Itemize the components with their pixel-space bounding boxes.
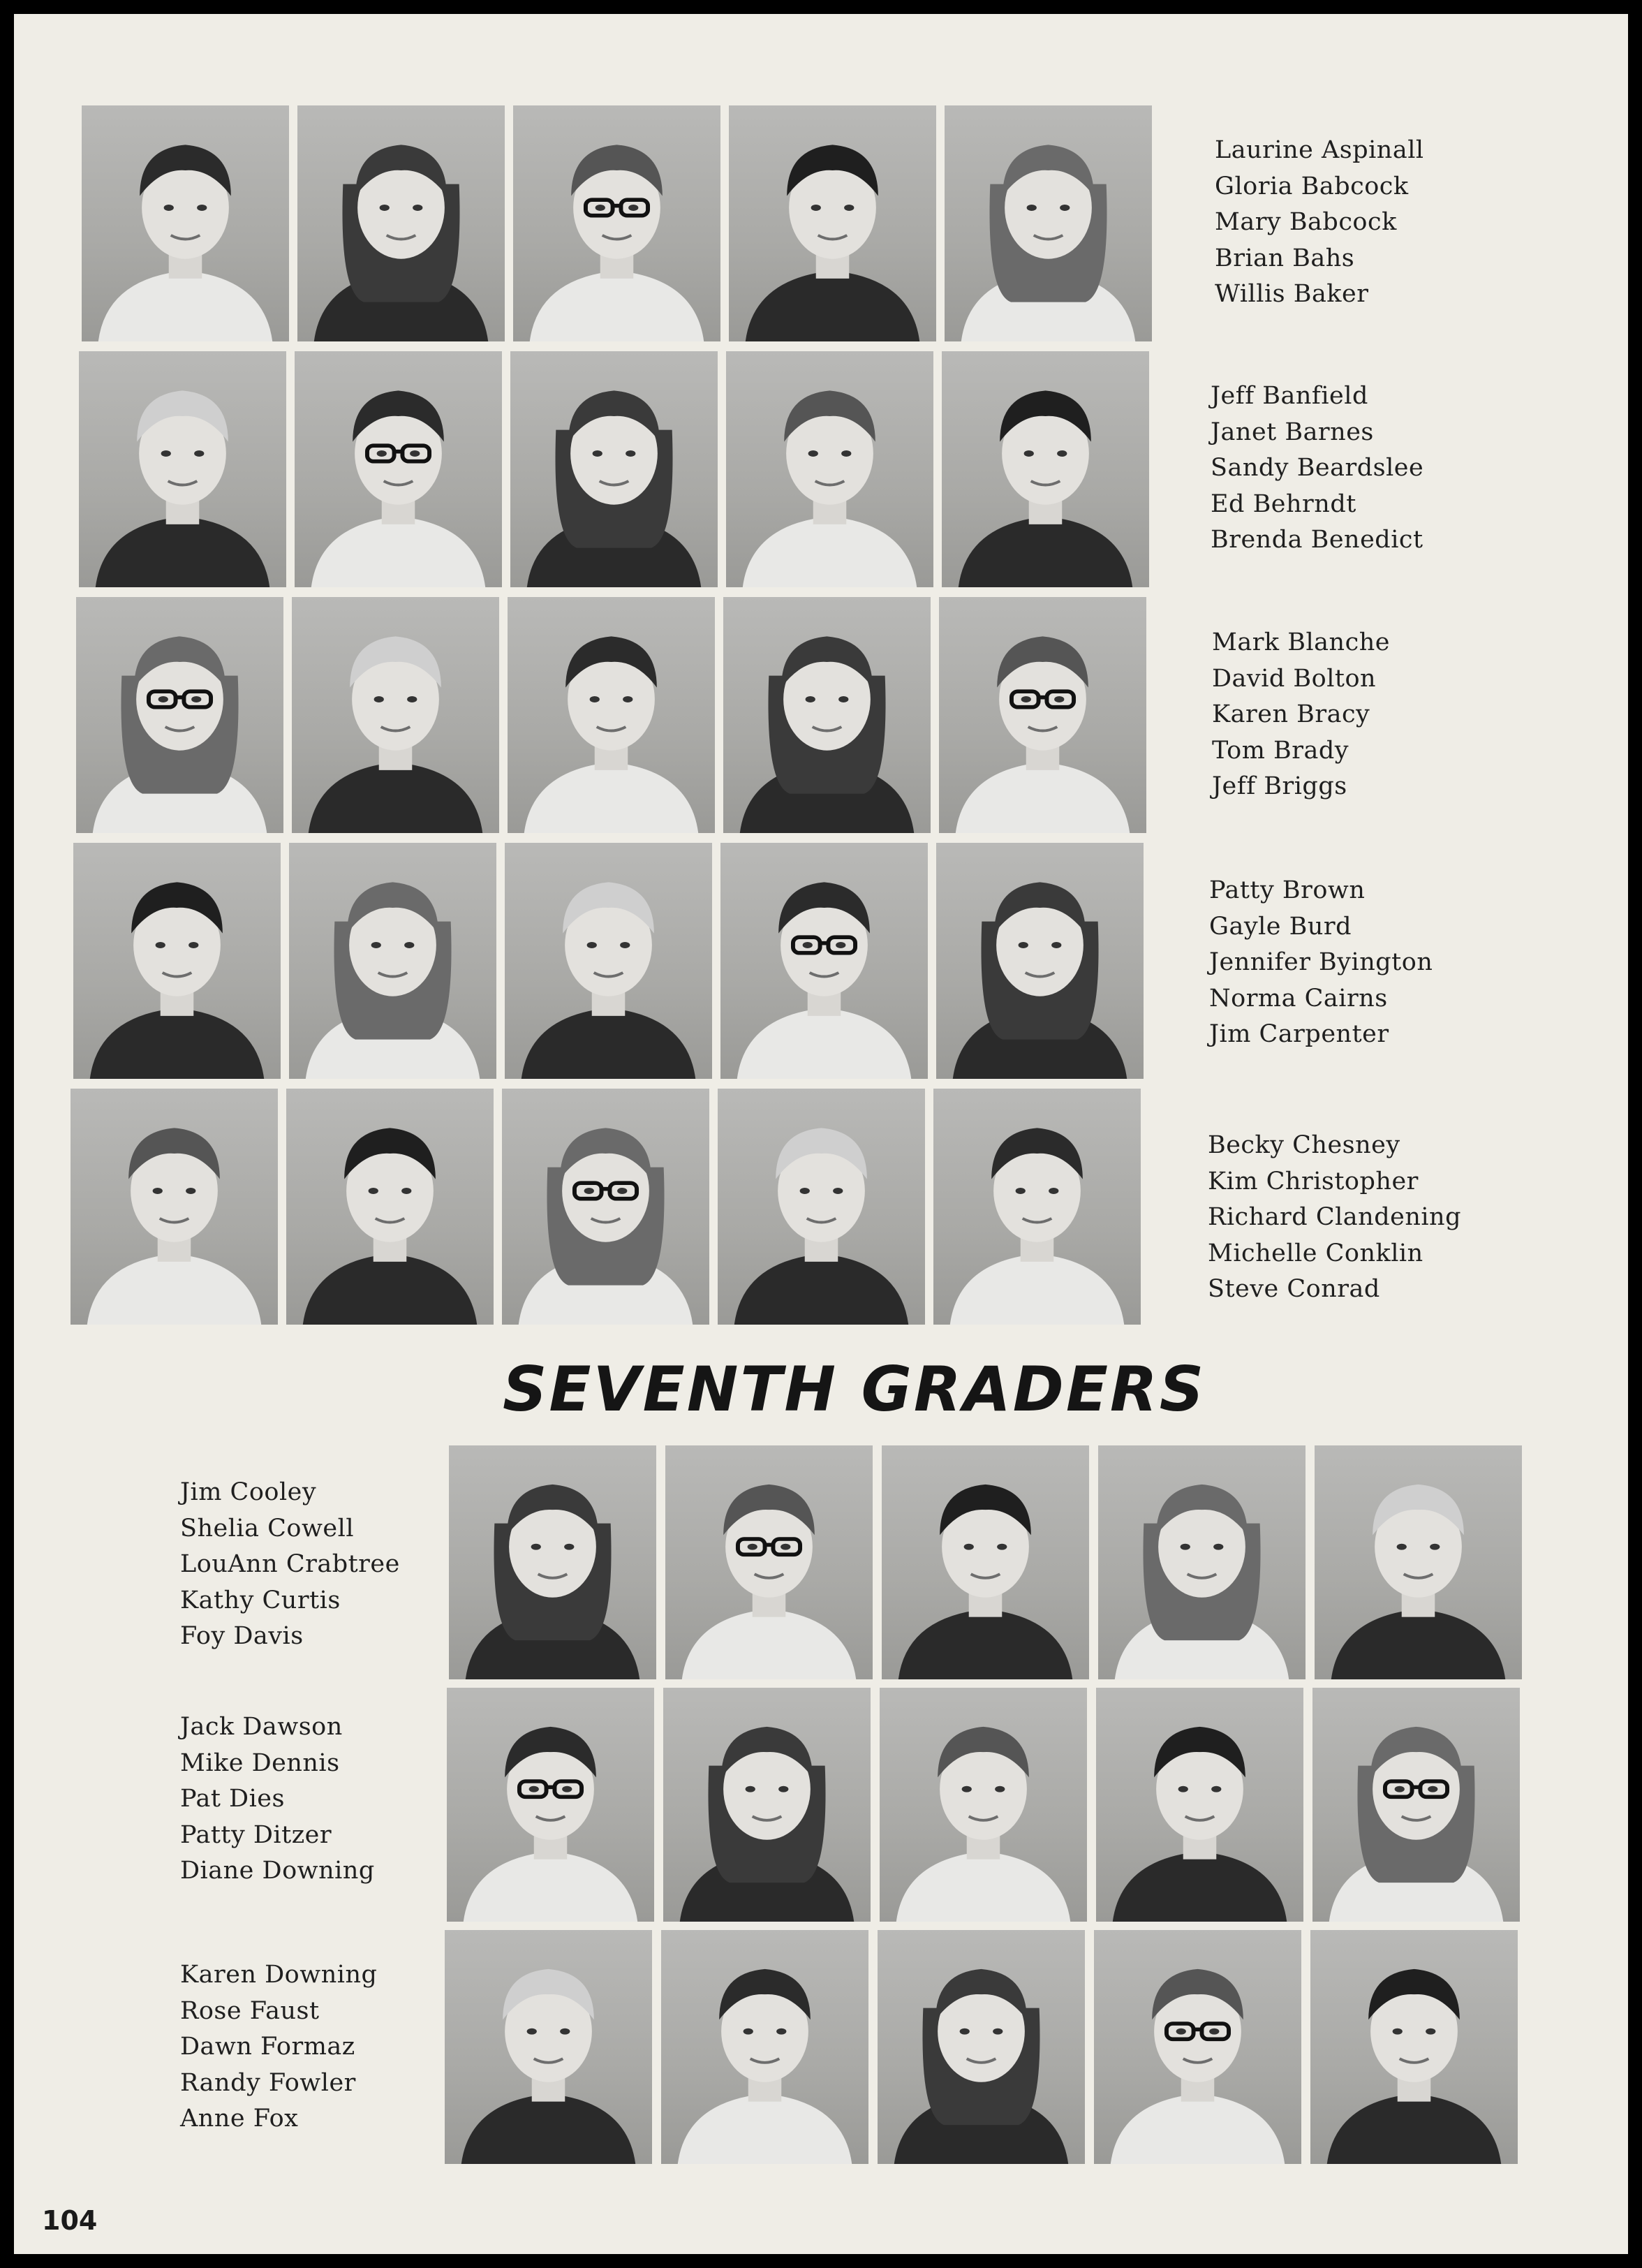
name-list-row-5	[1208, 1128, 1461, 1308]
student-name: Brian Bahs	[1215, 244, 1355, 272]
student-photo	[510, 351, 718, 587]
student-name: Patty Ditzer	[180, 1820, 332, 1849]
student-name: Richard Clandening	[1208, 1203, 1461, 1231]
name-list-row-3	[1212, 625, 1390, 805]
student-name: Dawn Formaz	[180, 2033, 355, 2061]
student-photo	[661, 1930, 868, 2164]
student-photo	[1312, 1688, 1520, 1922]
student-photo	[79, 351, 286, 587]
student-name: Norma Cairns	[1209, 984, 1388, 1012]
student-photo	[513, 105, 720, 341]
student-name: Shelia Cowell	[180, 1514, 355, 1542]
student-name: Diane Downing	[180, 1857, 375, 1885]
student-name: Michelle Conklin	[1208, 1239, 1423, 1267]
student-photo	[939, 597, 1146, 833]
student-photo	[1098, 1445, 1306, 1679]
student-photo	[71, 1089, 278, 1325]
student-photo	[936, 843, 1144, 1079]
student-name: Jim Carpenter	[1209, 1020, 1389, 1048]
student-photo	[449, 1445, 656, 1679]
name-list-bottom-row-1	[180, 1475, 400, 1655]
student-name: Mike Dennis	[180, 1748, 340, 1777]
student-name: Tom Brady	[1212, 736, 1349, 765]
student-name: Gayle Burd	[1209, 912, 1352, 941]
section-title: SEVENTH GRADERS	[503, 1353, 1206, 1425]
student-photo	[82, 105, 289, 341]
name-list-row-1	[1215, 133, 1424, 313]
student-name: Brenda Benedict	[1211, 526, 1423, 554]
student-photo	[286, 1089, 494, 1325]
student-name: Foy Davis	[180, 1622, 304, 1650]
student-photo	[445, 1930, 652, 2164]
student-photo	[880, 1688, 1087, 1922]
student-name: Rose Faust	[180, 1996, 320, 2025]
student-name: Karen Downing	[180, 1961, 378, 1989]
student-photo	[292, 597, 499, 833]
student-photo	[502, 1089, 709, 1325]
student-name: Patty Brown	[1209, 876, 1366, 904]
student-photo	[73, 843, 281, 1079]
student-name: Pat Dies	[180, 1785, 285, 1813]
name-list-bottom-row-2	[180, 1709, 375, 1890]
student-photo	[726, 351, 933, 587]
student-photo	[76, 597, 283, 833]
student-photo	[718, 1089, 925, 1325]
name-list-row-4	[1209, 873, 1433, 1053]
student-name: Steve Conrad	[1208, 1275, 1380, 1303]
student-photo	[665, 1445, 873, 1679]
student-photo	[723, 597, 931, 833]
student-name: Becky Chesney	[1208, 1131, 1400, 1159]
student-name: Kathy Curtis	[180, 1586, 341, 1614]
student-photo	[945, 105, 1152, 341]
page-number: 104	[42, 2205, 98, 2236]
student-name: Gloria Babcock	[1215, 172, 1409, 200]
student-photo	[882, 1445, 1089, 1679]
student-photo	[295, 351, 502, 587]
student-name: Anne Fox	[180, 2105, 299, 2133]
name-list-row-2	[1211, 378, 1423, 559]
name-list-bottom-row-3	[180, 1957, 377, 2137]
student-photo	[297, 105, 505, 341]
student-photo	[289, 843, 496, 1079]
student-name: Willis Baker	[1215, 280, 1369, 308]
student-name: LouAnn Crabtree	[180, 1550, 400, 1578]
student-name: Jack Dawson	[180, 1713, 343, 1741]
yearbook-page	[14, 14, 1628, 2254]
student-name: Ed Behrndt	[1211, 489, 1356, 518]
student-name: Laurine Aspinall	[1215, 136, 1424, 164]
student-photo	[933, 1089, 1141, 1325]
student-photo	[1094, 1930, 1301, 2164]
student-photo	[1096, 1688, 1303, 1922]
student-photo	[1310, 1930, 1518, 2164]
student-name: Kim Christopher	[1208, 1167, 1419, 1195]
student-photo	[1315, 1445, 1522, 1679]
student-name: Jeff Briggs	[1212, 772, 1347, 800]
student-name: Karen Bracy	[1212, 700, 1370, 728]
student-name: Jim Cooley	[180, 1478, 317, 1506]
student-name: Mark Blanche	[1212, 628, 1390, 656]
student-photo	[447, 1688, 654, 1922]
student-photo	[720, 843, 928, 1079]
student-photo	[663, 1688, 871, 1922]
student-name: Mary Babcock	[1215, 208, 1397, 236]
student-photo	[508, 597, 715, 833]
student-name: Jeff Banfield	[1211, 382, 1368, 410]
student-photo	[942, 351, 1149, 587]
student-name: Sandy Beardslee	[1211, 454, 1424, 482]
student-photo	[878, 1930, 1085, 2164]
student-name: Jennifer Byington	[1209, 948, 1433, 976]
student-photo	[729, 105, 936, 341]
student-name: Randy Fowler	[180, 2068, 356, 2097]
student-photo	[505, 843, 712, 1079]
student-name: Janet Barnes	[1211, 418, 1374, 446]
student-name: David Bolton	[1212, 664, 1377, 693]
